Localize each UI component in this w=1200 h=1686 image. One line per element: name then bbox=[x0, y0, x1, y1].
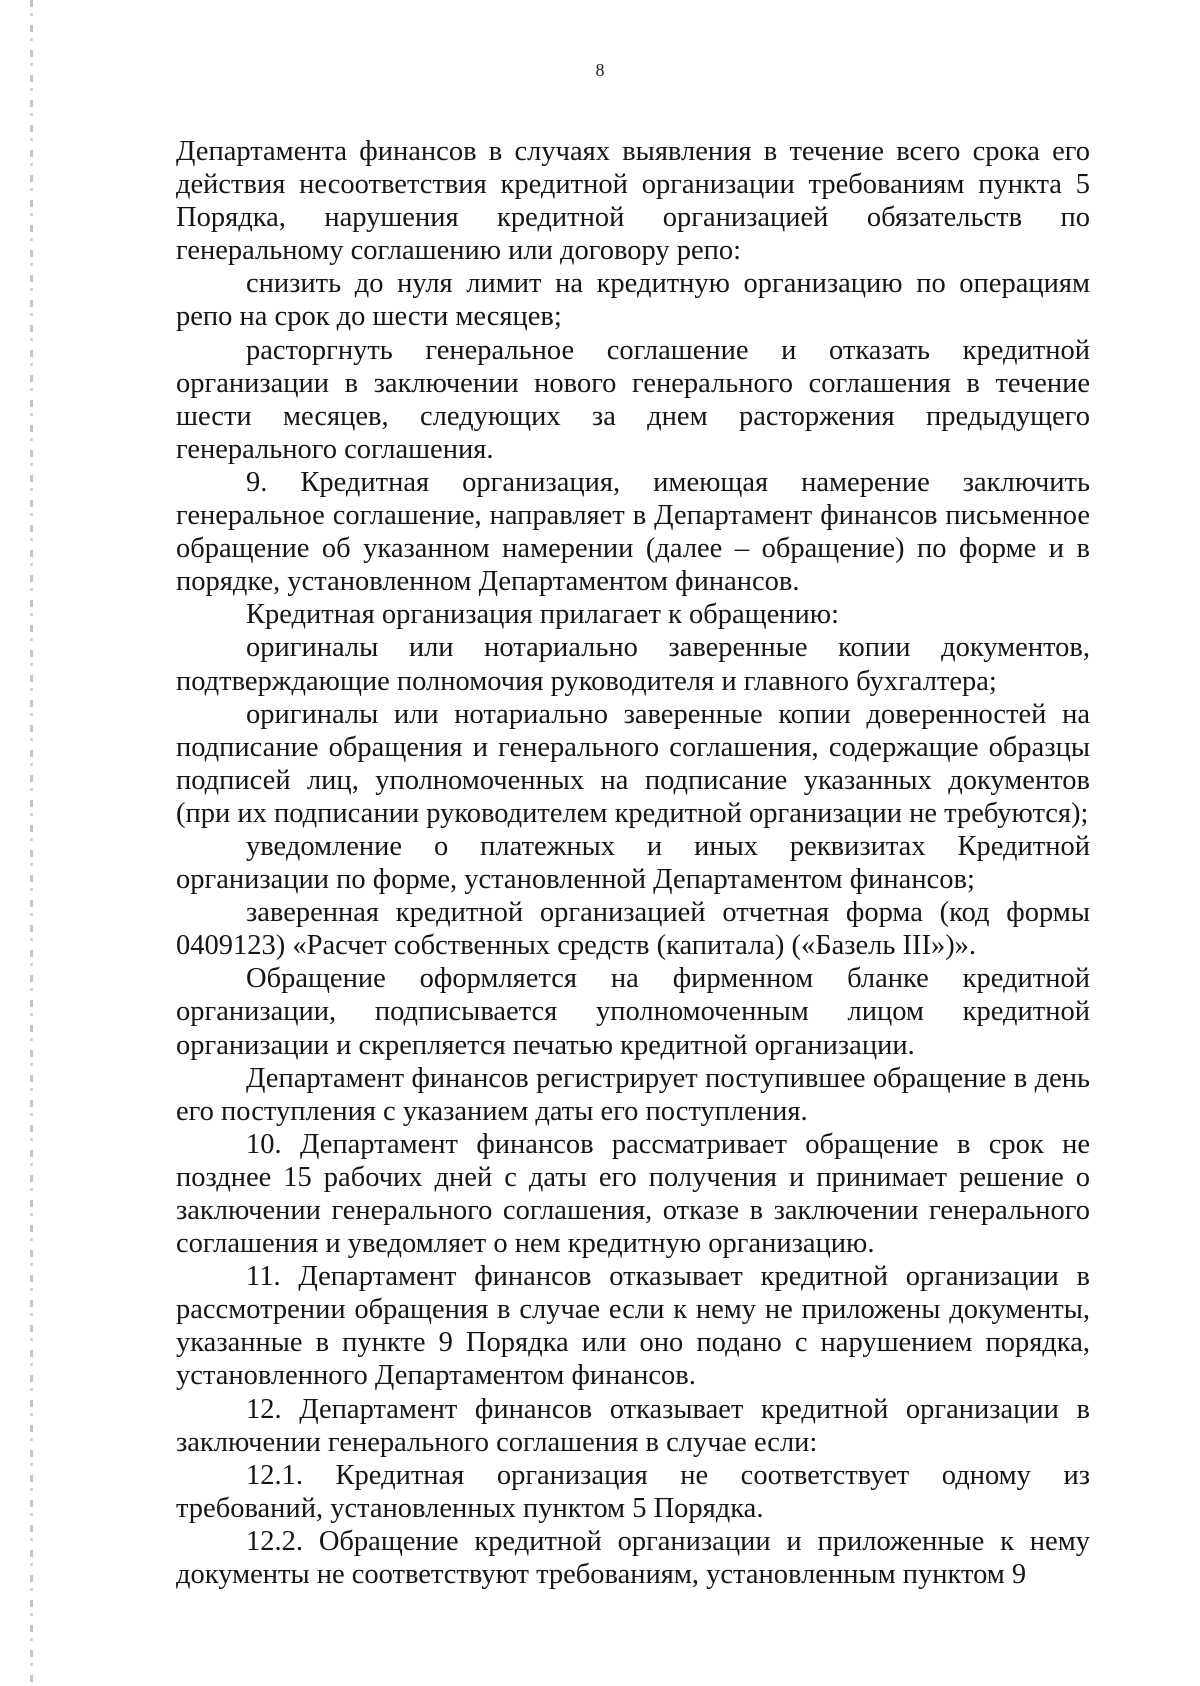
paragraph: заверенная кредитной организацией отчетная форма (код формы 0409123) «Расчет собственных средств (капитала) («Базель III»)». bbox=[176, 897, 1090, 962]
paragraph-continuation: Департамента финансов в случаях выявления в течение всего срока его действия несоответствия кредитной организации требованиям пункта 5 Порядка, нарушения кредитной организацией обязательств по генеральному соглашению или договору репо: bbox=[176, 136, 1090, 267]
document-body bbox=[176, 135, 1090, 1591]
paragraph: оригиналы или нотариально заверенные копии документов, подтверждающие полномочия руководителя и главного бухгалтера; bbox=[176, 632, 1090, 697]
scan-edge-artifact bbox=[30, 0, 33, 1686]
paragraph-item-12: 12. Департамент финансов отказывает кредитной организации в заключении генерального соглашения в случае если: bbox=[176, 1393, 1090, 1458]
paragraph: оригиналы или нотариально заверенные копии доверенностей на подписание обращения и генерального соглашения, содержащие образцы подписей лиц, уполномоченных на подписание указанных документов (при их подписании руководителем кредитной организации не требуются); bbox=[176, 698, 1090, 829]
paragraph-item-12-2: 12.2. Обращение кредитной организации и приложенные к нему документы не соответствуют требованиям, установленным пунктом 9 bbox=[176, 1525, 1090, 1591]
paragraph-item-11: 11. Департамент финансов отказывает кредитной организации в рассмотрении обращения в случае если к нему не приложены документы, указанные в пункте 9 Порядка или оно подано с нарушением порядка, установленного Департаментом финансов. bbox=[176, 1261, 1090, 1392]
paragraph: Кредитная организация прилагает к обращению: bbox=[246, 599, 839, 631]
paragraph-item-10: 10. Департамент финансов рассматривает обращение в срок не позднее 15 рабочих дней с даты его получения и принимает решение о заключении генерального соглашения, отказе в заключении генерального соглашения и уведомляет о нем кредитную организацию. bbox=[176, 1128, 1090, 1260]
paragraph: расторгнуть генеральное соглашение и отказать кредитной организации в заключении нового генерального соглашения в течение шести месяцев, следующих за днем расторжения предыдущего генерального соглашения. bbox=[176, 334, 1090, 465]
paragraph: Обращение оформляется на фирменном бланке кредитной организации, подписывается уполномоченным лицом кредитной организации и скрепляется печатью кредитной организации. bbox=[176, 963, 1090, 1061]
paragraph: Департамент финансов регистрирует поступившее обращение в день его поступления с указанием даты его поступления. bbox=[176, 1062, 1090, 1127]
paragraph-item-9: 9. Кредитная организация, имеющая намерение заключить генеральное соглашение, направляет в Департамент финансов письменное обращение об указанном намерении (далее – обращение) по форме и в порядке, установленном Департаментом финансов. bbox=[176, 466, 1090, 598]
paragraph: снизить до нуля лимит на кредитную организацию по операциям репо на срок до шести месяцев; bbox=[176, 268, 1090, 333]
paragraph-item-12-1: 12.1. Кредитная организация не соответствует одному из требований, установленных пунктом 5 Порядка. bbox=[176, 1459, 1090, 1524]
paragraph: уведомление о платежных и иных реквизитах Кредитной организации по форме, установленной Департаментом финансов; bbox=[176, 830, 1090, 896]
page-number: 8 bbox=[595, 60, 605, 80]
